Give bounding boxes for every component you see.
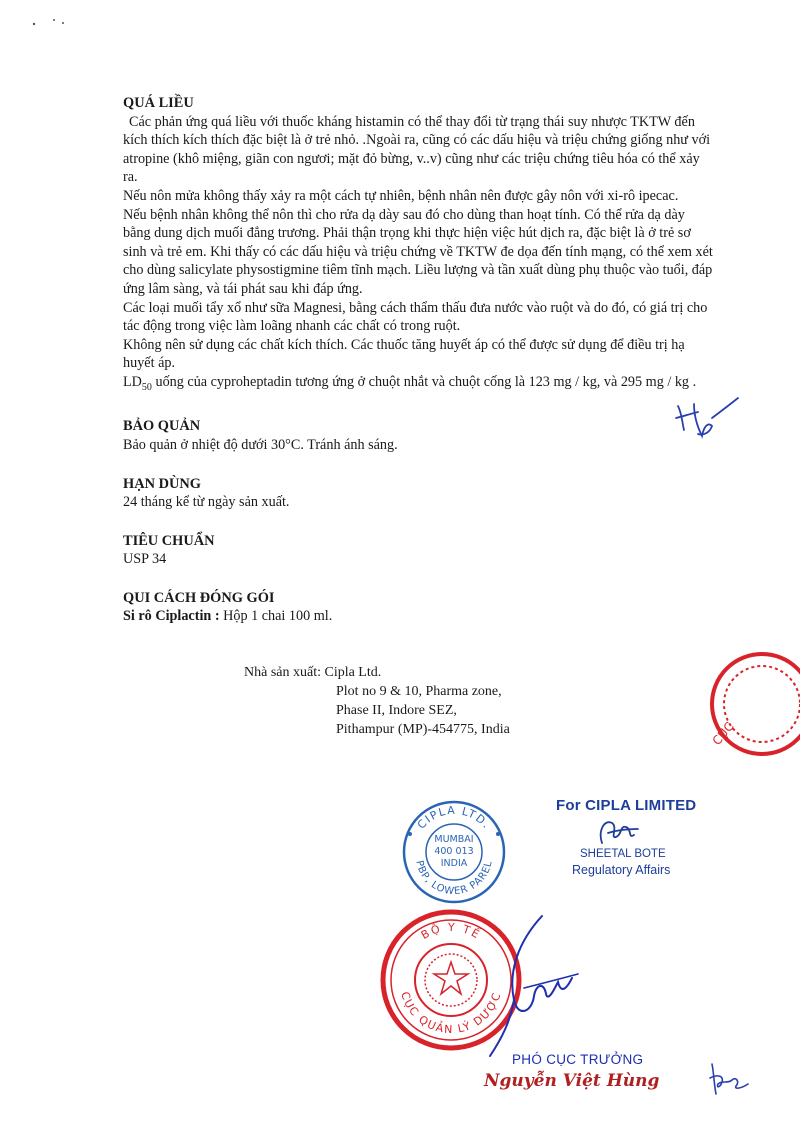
cipla-stamp-center-2: 400 013 bbox=[434, 846, 474, 857]
cipla-stamp-bottom-text: PBP, LOWER PAREL bbox=[413, 859, 495, 898]
section-standard bbox=[123, 532, 713, 569]
overdose-paragraph-4: Các loại muối tẩy xổ như sữa Magnesi, bằng cách thẩm thấu đưa nước vào ruột và do đó, có giá trị cho tác động trong việc làm loãng nhanh các chất có trong ruột. bbox=[123, 299, 708, 335]
cipla-stamp-center-1: MUMBAI bbox=[434, 834, 474, 845]
packaging-text: Hộp 1 chai 100 ml. bbox=[219, 608, 333, 625]
heading-shelf-life: HẠN DÙNG bbox=[123, 475, 201, 492]
cut-edge-red-seal-icon bbox=[690, 650, 800, 760]
manufacturer-block bbox=[244, 663, 510, 739]
section-storage bbox=[123, 417, 713, 454]
cipla-stamp-center-3: INDIA bbox=[440, 858, 468, 869]
storage-text: Bảo quản ở nhiệt độ dưới 30°C. Tránh ánh sáng. bbox=[123, 436, 398, 453]
manufacturer-address-line-2: Phase II, Indore SEZ, bbox=[336, 703, 457, 718]
document-body bbox=[123, 94, 713, 626]
scan-specks bbox=[30, 14, 80, 34]
overdose-paragraph-2: Nếu nôn mửa không thấy xảy ra một cách tự nhiên, bệnh nhân nên được gây nôn với xi-rô ipecac. bbox=[123, 187, 679, 204]
authority-block bbox=[484, 1052, 660, 1091]
ministry-seal-top-text: BỘ Y TẾ bbox=[418, 920, 484, 942]
signature-initials-icon bbox=[668, 396, 740, 446]
manufacturer-address-line-3: Pithampur (MP)-454775, India bbox=[336, 722, 510, 737]
manufacturer-address-line-1: Plot no 9 & 10, Pharma zone, bbox=[336, 684, 502, 699]
ministry-seal-bottom-text: CỤC QUẢN LÝ DƯỢC bbox=[398, 990, 504, 1037]
shelf-life-text: 24 tháng kể từ ngày sản xuất. bbox=[123, 494, 290, 511]
packaging-line bbox=[123, 607, 713, 626]
official-signature-icon bbox=[488, 912, 588, 1060]
ld50-text: uống của cyproheptadin tương ứng ở chuột nhắt và chuột cống là 123 mg / kg, và 295 mg / kg . bbox=[151, 373, 697, 390]
section-overdose bbox=[123, 94, 713, 397]
cipla-signer-name: SHEETAL BOTE bbox=[580, 848, 666, 860]
cipla-signature-scribble-icon bbox=[594, 815, 644, 851]
heading-storage: BẢO QUẢN bbox=[123, 418, 201, 435]
standard-text: USP 34 bbox=[123, 551, 167, 568]
section-shelf-life bbox=[123, 475, 713, 512]
manufacturer-label: Nhà sản xuất: Cipla Ltd. bbox=[244, 665, 382, 680]
cipla-company-stamp-icon bbox=[398, 794, 510, 906]
heading-overdose: QUÁ LIỀU bbox=[123, 95, 194, 111]
heading-packaging: QUI CÁCH ĐÓNG GÓI bbox=[123, 589, 275, 606]
overdose-paragraph-5: Không nên sử dụng các chất kích thích. Các thuốc tăng huyết áp có thể được sử dụng để điều trị hạ huyết áp. bbox=[123, 336, 685, 372]
heading-standard: TIÊU CHUẨN bbox=[123, 532, 215, 549]
edge-seal-text: CỤC bbox=[709, 719, 737, 748]
packaging-product-name: Si rô Ciplactin : bbox=[123, 608, 220, 625]
overdose-paragraph-1: Các phản ứng quá liều với thuốc kháng histamin có thể thay đổi từ trạng thái suy nhược TKTW đến kích thích kích thích đặc biệt là ở trẻ nhỏ. .Ngoài ra, cũng có các dấu hiệu và triệu chứng giống như với atropine (khô miệng, giãn con ngươi; mặt đỏ bừng, v..v) cũng như các triệu chứng tiêu hóa có thể xảy ra. bbox=[123, 113, 711, 186]
margin-initials-icon bbox=[706, 1060, 752, 1100]
overdose-paragraph-3: Nếu bệnh nhân không thể nôn thì cho rửa dạ dày sau đó cho dùng than hoạt tính. Có thể rửa dạ dày bằng dung dịch muối đẳng trương. Phải thận trọng khi thực hiện việc hút dịch ra, đặc biệt là ở trẻ sơ sinh và trẻ em. Khi thấy có các dấu hiệu và triệu chứng về TKTW đe dọa đến tính mạng, có thể xem xét cho dùng salicylate physostigmine tiêm tĩnh mạch. Liều lượng và tần xuất dùng phụ thuộc vào tuổi, đáp ứng lâm sàng, và tái phát sau khi đáp ứng. bbox=[123, 206, 713, 297]
cipla-signature-title: For CIPLA LIMITED bbox=[556, 797, 697, 814]
ld50-prefix: LD bbox=[123, 373, 142, 390]
authority-title: PHÓ CỤC TRƯỞNG bbox=[512, 1052, 644, 1067]
svg-text:CIPLA LTD. bbox=[415, 804, 494, 832]
cipla-stamp-top-text: CIPLA LTD. bbox=[414, 803, 494, 832]
section-packaging bbox=[123, 589, 713, 626]
ld50-subscript: 50 bbox=[141, 381, 152, 393]
cipla-signature-block bbox=[556, 797, 697, 877]
ld50-paragraph bbox=[123, 373, 713, 397]
authority-name: Nguyễn Việt Hùng bbox=[484, 1071, 660, 1091]
cipla-signer-role: Regulatory Affairs bbox=[572, 863, 671, 877]
